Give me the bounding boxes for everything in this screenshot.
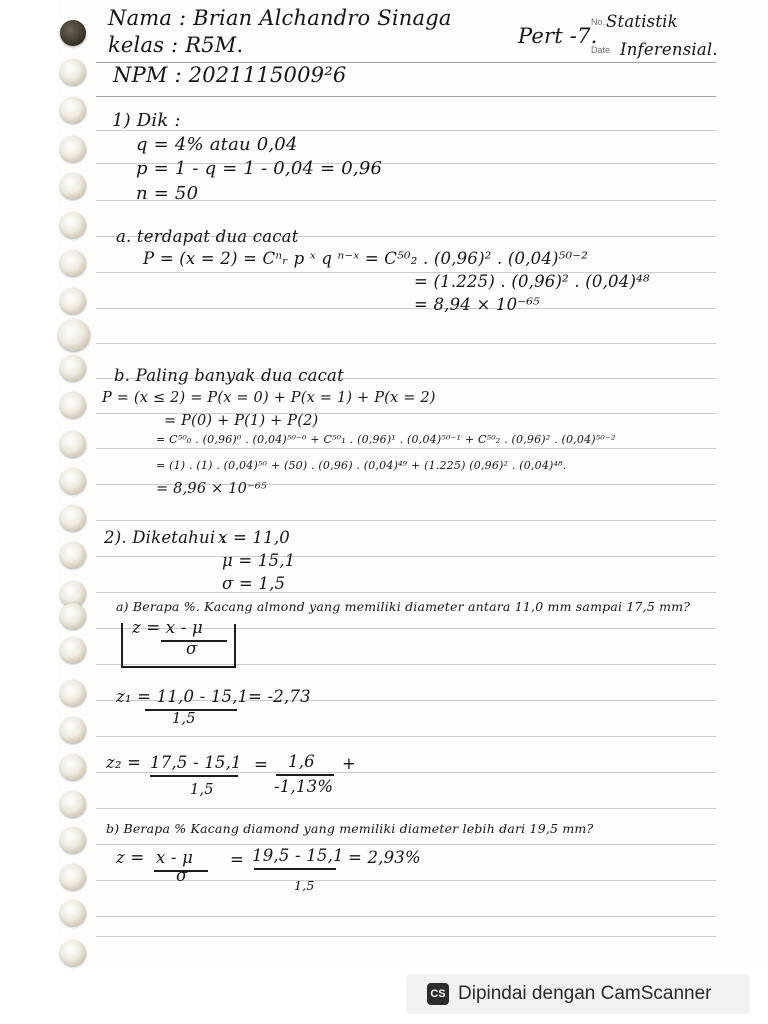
q1b-title: b. Paling banyak dua cacat [114,366,344,385]
q1a-line3: = 8,94 × 10⁻⁶⁵ [414,295,540,314]
z-formula-denominator: σ [186,639,198,658]
camscanner-text: Dipindai dengan CamScanner [458,983,712,1004]
date-label: Date [591,45,611,55]
student-class: kelas : R5M. [108,33,244,57]
q2-mu-value: μ = 15,1 [222,551,296,570]
q2b-value-top: 19,5 - 15,1 [252,846,344,865]
z2-result-bottom: -1,13% [274,777,334,796]
q1-p-value: p = 1 - q = 1 - 0,04 = 0,96 [136,158,383,179]
q2b-equals: = [230,850,245,869]
z2-result-top: 1,6 [288,752,315,771]
meeting-number: Pert -7. [518,24,598,48]
student-name: Nama : Brian Alchandro Sinaga [108,6,452,30]
q2b-question: b) Berapa % Kacang diamond yang memiliki diameter lebih dari 19,5 mm? [106,821,594,836]
z2-numerator: 17,5 - 15,1 [150,753,242,772]
camscanner-watermark [406,974,750,1014]
no-label: No. [591,17,606,27]
z2-equals: = [254,755,269,774]
z-formula-numerator: z = x - μ [132,618,203,637]
q1a-line2: = (1.225) . (0,96)² . (0,04)⁴⁸ [414,272,650,291]
q2-x-value: x = 11,0 [218,528,290,547]
subject-line-1: Statistik [606,12,678,31]
q2b-value-bottom: 1,5 [294,878,315,893]
z2-denominator: 1,5 [190,782,214,798]
q2b-fraction-bottom: σ [176,866,188,885]
q1-label: 1) Dik : [112,110,181,131]
z1-numerator: z₁ = 11,0 - 15,1 [116,687,249,706]
q2b-result: = 2,93% [348,848,421,867]
camscanner-logo-icon: CS [427,983,449,1005]
q2b-fraction-top: x - μ [156,848,194,867]
q2-label: 2). Diketahui : [104,528,227,547]
z2-plus: + [342,754,357,773]
q1b-line3: = C⁵⁰₀ . (0,96)⁰ . (0,04)⁵⁰⁻⁰ + C⁵⁰₁ . (0,96)¹ . (0,04)⁵⁰⁻¹ + C⁵⁰₂ . (0,96)² . (0,04)⁵⁰⁻² [156,433,616,446]
student-npm: NPM : 2021115009²6 [113,63,347,87]
q1b-line5: = 8,96 × 10⁻⁶⁵ [156,481,267,497]
q1b-line4: = (1) . (1) . (0,04)⁵⁰ + (50) . (0,96) . (0,04)⁴⁹ + (1.225) (0,96)² . (0,04)⁴⁸. [156,459,567,472]
q1a-line1: P = (x = 2) = Cⁿᵣ p ˣ q ⁿ⁻ˣ = C⁵⁰₂ . (0,96)² . (0,04)⁵⁰⁻² [143,249,589,268]
z2-label: z₂ = [106,753,142,772]
q1b-line2: = P(0) + P(1) + P(2) [164,413,319,429]
q2a-question: a) Berapa %. Kacang almond yang memiliki diameter antara 11,0 mm sampai 17,5 mm? [116,599,691,614]
q1-q-value: q = 4% atau 0,04 [136,134,298,155]
subject-line-2: Inferensial. [620,40,718,59]
q1-n-value: n = 50 [136,183,199,204]
q1a-title: a. terdapat dua cacat [116,227,299,246]
q1b-line1: P = (x ≤ 2) = P(x = 0) + P(x = 1) + P(x = 2) [102,390,436,406]
q2-sigma-value: σ = 1,5 [222,574,286,593]
z1-denominator: 1,5 [172,711,196,727]
q2b-z: z = [116,848,145,867]
z1-result: = -2,73 [248,687,311,706]
